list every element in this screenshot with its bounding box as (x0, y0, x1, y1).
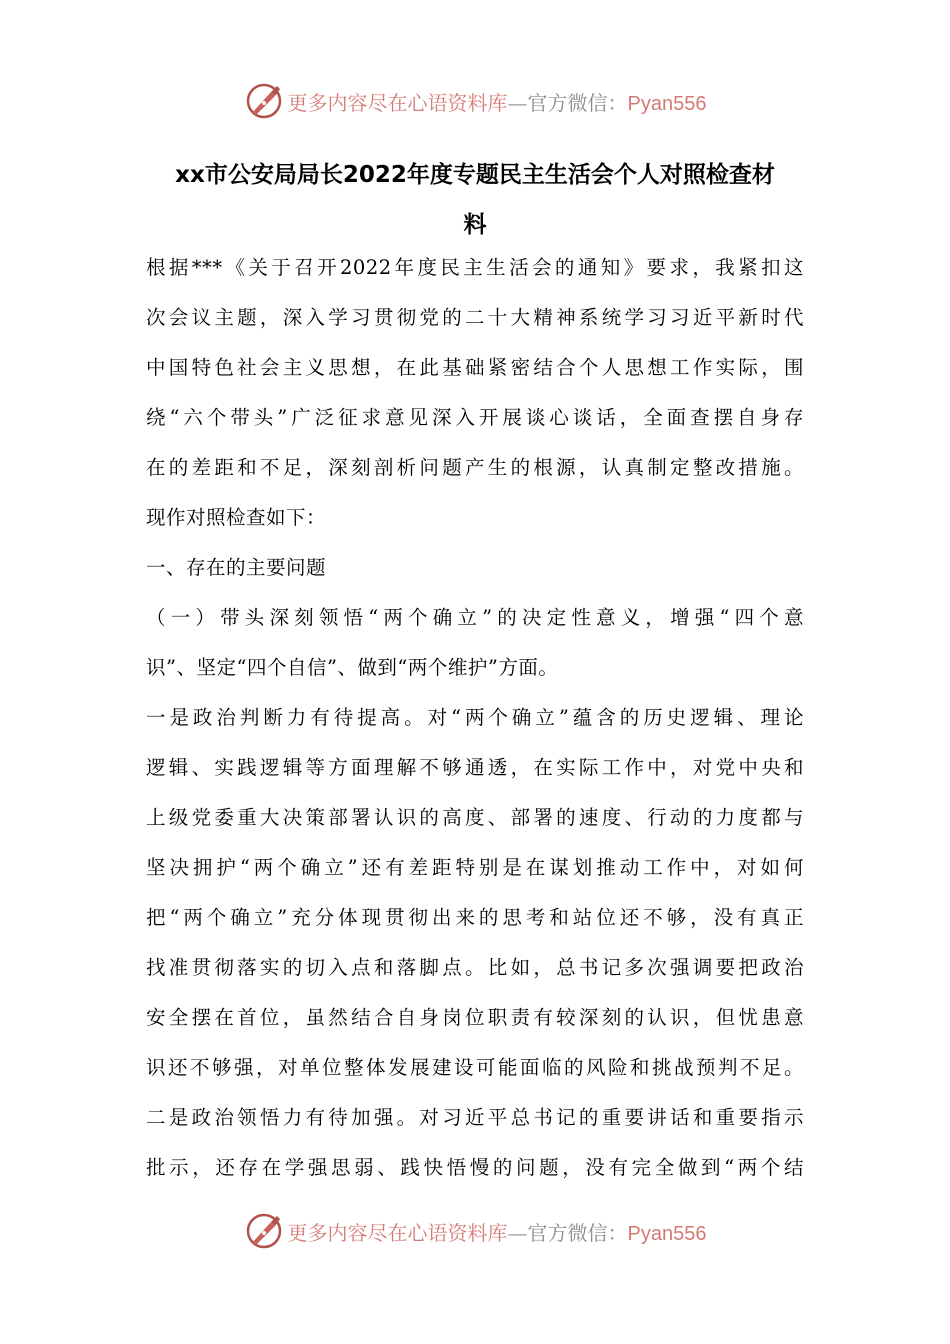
document-title (146, 150, 804, 250)
watermark-main-text: 更多内容尽在心语资料库 (287, 90, 508, 115)
body-line: 批示，还存在学强思弱、践快悟慢的问题，没有完全做到“两个结 (146, 1156, 804, 1179)
pen-nib-logo-icon (244, 1211, 284, 1251)
body-line: 根据***《关于召开2022年度民主生活会的通知》要求，我紧扣这 (146, 256, 804, 279)
watermark-dash: — (507, 90, 528, 115)
watermark-wechat-id: Pyan556 (627, 1222, 707, 1245)
section-heading: 一、存在的主要问题 (146, 556, 327, 579)
watermark-banner-bottom (0, 1208, 950, 1254)
body-line: 识”、坚定“四个自信”、做到“两个维护”方面。 (146, 656, 559, 679)
watermark-dash: — (507, 1220, 528, 1245)
body-line: 二是政治领悟力有待加强。对习近平总书记的重要讲话和重要指示 (146, 1106, 804, 1129)
body-line: 中国特色社会主义思想，在此基础紧密结合个人思想工作实际，围 (146, 356, 804, 379)
body-line: 现作对照检查如下： (146, 506, 327, 529)
body-line: 绕“六个带头”广泛征求意见深入开展谈心谈话，全面查摆自身存 (146, 406, 804, 429)
body-line: 坚决拥护“两个确立”还有差距特别是在谋划推动工作中，对如何 (146, 856, 804, 879)
watermark-banner-top (0, 78, 950, 124)
body-line: 在的差距和不足，深刻剖析问题产生的根源，认真制定整改措施。 (146, 456, 804, 479)
body-line: 把“两个确立”充分体现贯彻出来的思考和站位还不够，没有真正 (146, 906, 804, 929)
document-body (146, 243, 804, 1193)
body-line: 安全摆在首位，虽然结合自身岗位职责有较深刻的认识，但忧患意 (146, 1006, 804, 1029)
body-line: 识还不够强，对单位整体发展建设可能面临的风险和挑战预判不足。 (146, 1056, 804, 1079)
watermark-main-text: 更多内容尽在心语资料库 (287, 1220, 508, 1245)
body-line: 找准贯彻落实的切入点和落脚点。比如，总书记多次强调要把政治 (146, 956, 804, 979)
pen-nib-logo-icon (244, 81, 284, 121)
document-title-line-1: xx市公安局局长2022年度专题民主生活会个人对照检查材 (175, 162, 775, 188)
body-line: 一是政治判断力有待提高。对“两个确立”蕴含的历史逻辑、理论 (146, 706, 804, 729)
watermark-wechat-id: Pyan556 (627, 92, 707, 115)
body-line: （一）带头深刻领悟“两个确立”的决定性意义，增强“四个意 (146, 606, 804, 629)
watermark-official-label: 官方微信： (527, 90, 628, 115)
body-line: 上级党委重大决策部署认识的高度、部署的速度、行动的力度都与 (146, 806, 804, 829)
document-title-line-2: 料 (463, 212, 487, 238)
body-line: 次会议主题，深入学习贯彻党的二十大精神系统学习习近平新时代 (146, 306, 804, 329)
body-line: 逻辑、实践逻辑等方面理解不够通透，在实际工作中，对党中央和 (146, 756, 804, 779)
watermark-official-label: 官方微信： (527, 1220, 628, 1245)
